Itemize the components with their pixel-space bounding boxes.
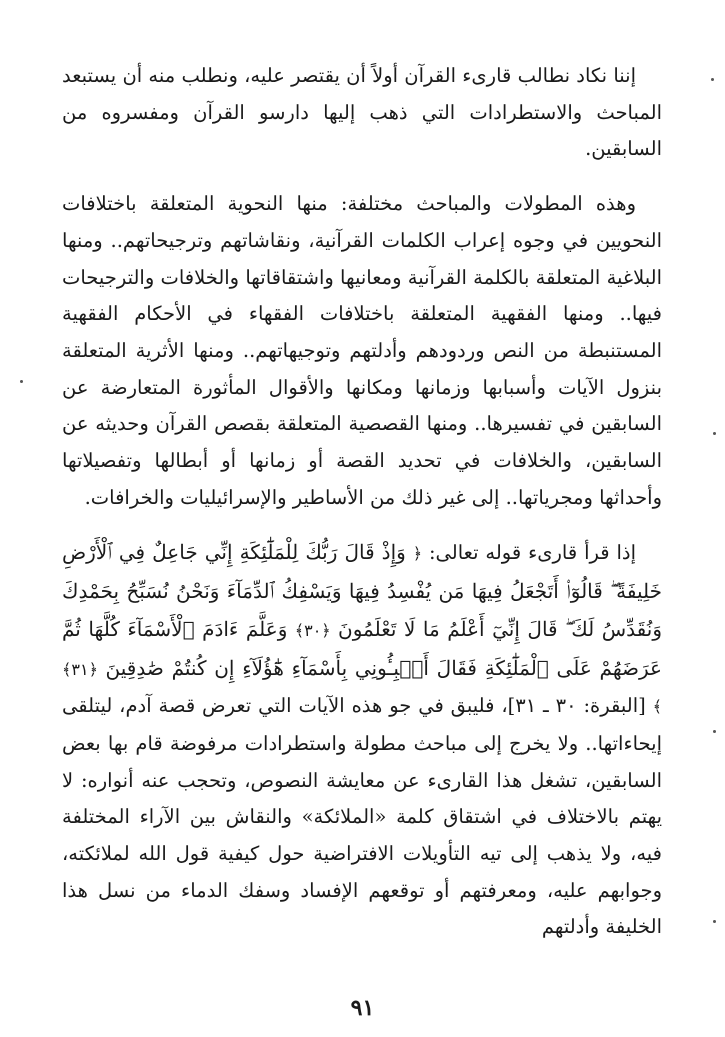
paragraph-3-intro: إذا قرأ قارىء قوله تعالى: (428, 541, 636, 565)
book-page (62, 58, 662, 946)
page-number: ٩١ (350, 995, 375, 1021)
quran-citation: [البقرة: ٣٠ ـ ٣١]، (501, 694, 646, 718)
quran-close-bracket: ﴾ (652, 697, 662, 717)
paragraph-3 (62, 534, 662, 946)
quran-open-bracket: ﴿ (412, 544, 423, 564)
ayah-number-31: ﴿٣١﴾ (62, 659, 98, 679)
margin-speck (20, 380, 23, 383)
paragraph-3-rest: فليبق في جو هذه الآيات التي تعرض قصة آدم، ليتلقى إيحاءاتها.. ولا يخرج إلى مباحث مطولة واستطرادات مرفوضة قام بها بعض السابقين، تشغل هذا القارىء عن معايشة النصوص، وتحجب عنه أنواره: لا يهتم بالاختلاف في اشتقاق كلمة «الملائكة» والنقاش بين الآراء المختلفة فيه، ولا يذهب إلى تيه التأويلات الافتراضية حول كيفية قول الله لملائكته، وجوابهم عليه، ومعرفتهم أو توقعهم الإفساد وسفك الدماء من نسل هذا الخليفة وأدلتهم (62, 694, 662, 939)
margin-speck (713, 920, 716, 923)
paragraph-2 (62, 186, 662, 516)
paragraph-1-text: إننا نكاد نطالب قارىء القرآن أولاً أن يقتصر عليه، ونطلب منه أن يستبعد المباحث والاستطرادات التي ذهب إليها دارسو القرآن ومفسروه من السابقين. (62, 64, 662, 161)
paragraph-1 (62, 58, 662, 168)
paragraph-gap (62, 168, 662, 186)
margin-speck (713, 432, 716, 435)
quran-verse-30: وَإِذْ قَالَ رَبُّكَ لِلْمَلَٰٓئِكَةِ إِنِّي جَاعِلٌ فِي ٱلْأَرْضِ خَلِيفَةً ۖ قَالُوٓا۟ أَتَجْعَلُ فِيهَا مَن يُفْسِدُ فِيهَا وَيَسْفِكُ ٱلدِّمَآءَ وَنَحْنُ نُسَبِّحُ بِحَمْدِكَ وَنُقَدِّسُ لَكَ ۖ قَالَ إِنِّيٓ أَعْلَمُ مَا لَا تَعْلَمُونَ (62, 540, 662, 641)
margin-speck (713, 730, 716, 733)
quran-verse-31: وَعَلَّمَ ءَادَمَ ٱلْأَسْمَآءَ كُلَّهَا ثُمَّ عَرَضَهُمْ عَلَى ٱلْمَلَٰٓئِكَةِ فَقَالَ أَنۢبِـُٔونِي بِأَسْمَآءِ هَٰٓؤُلَآءِ إِن كُنتُمْ صَٰدِقِينَ (62, 616, 662, 680)
paragraph-2-text: وهذه المطولات والمباحث مختلفة: منها النحوية المتعلقة باختلافات النحويين في وجوه إعراب الكلمات القرآنية، ونقاشاتهم وترجيحاتهم.. ومنها البلاغية المتعلقة بالكلمة القرآنية ومعانيها واشتقاقاتها والخلافات والترجيحات فيها.. ومنها الفقهية المتعلقة باختلافات الفقهاء في الأحكام الفقهية المستنبطة من النص وردودهم وأدلتهم وتوجيهاتهم.. ومنها الأثرية المتعلقة بنزول الآيات وأسبابها وزمانها ومكانها والأقوال المأثورة المتعارضة عن السابقين في تفسيرها.. ومنها القصصية المتعلقة بقصص القرآن وحديثه عن السابقين، والخلافات في تحديد القصة أو زمانها أو أبطالها وتفصيلاتها وأحداثها ومجرياتها.. إلى غير ذلك من الأساطير والإسرائيليات والخرافات. (62, 192, 662, 509)
margin-speck (711, 78, 714, 81)
paragraph-gap (62, 516, 662, 534)
ayah-number-30: ﴿٣٠﴾ (294, 620, 331, 640)
